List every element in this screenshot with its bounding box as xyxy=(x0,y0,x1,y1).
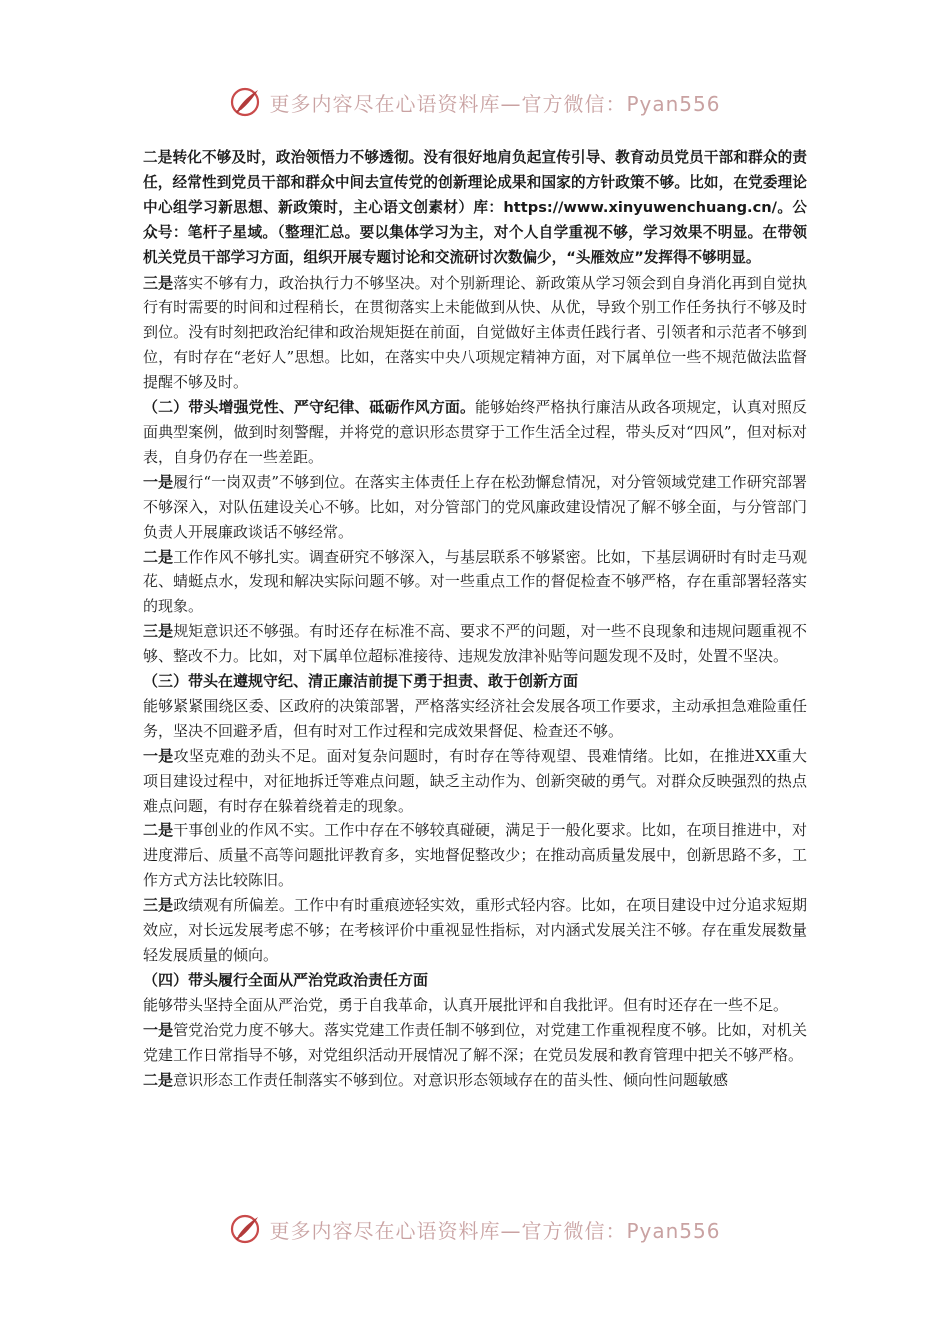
paragraph-text: 能够带头坚持全面从严治党，勇于自我革命，认真开展批评和自我批评。但有时还存在一些不足。 xyxy=(143,995,789,1014)
paragraph-text: 履行“一岗双责”不够到位。在落实主体责任上存在松劲懈怠情况，对分管领域党建工作研究部署不够深入，对队伍建设关心不够。比如，对分管部门的党风廉政建设情况了解不够全面，与分管部门负责人开展廉政谈话不够经常。 xyxy=(143,472,807,541)
paragraph-lead: 一是 xyxy=(143,472,174,491)
section-heading xyxy=(143,968,807,993)
paragraph-text: 二是转化不够及时，政治领悟力不够透彻。没有很好地肩负起宣传引导、教育动员党员干部和群众的责任，经常性到党员干部和群众中间去宣传党的创新理论成果和国家的方针政策不够。比如，在党委理论中心组学习新思想、新政策时，主心语文创素材）库：https://www.xinyuwenchuang.cn/。公众号：笔杆子星域。（整理汇总。要以集体学习为主，对个人自学重视不够，学习效果不明显。在带领机关党员干部学习方面，组织开展专题讨论和交流研讨次数偏少，“头雁效应”发挥得不够明显。 xyxy=(143,149,807,266)
watermark-text: 更多内容尽在心语资料库—官方微信：Pyan556 xyxy=(269,91,721,116)
footer-watermark-banner xyxy=(0,1209,950,1249)
body-paragraph xyxy=(143,1018,807,1068)
paragraph-text: 工作作风不够扎实。调查研究不够深入，与基层联系不够紧密。比如，下基层调研时有时走马观花、蜻蜓点水，发现和解决实际问题不够。对一些重点工作的督促检查不够严格，存在重部署轻落实的现象。 xyxy=(143,547,807,616)
paragraph-lead: 一是 xyxy=(143,746,174,765)
paragraph-text: 能够紧紧围绕区委、区政府的决策部署，严格落实经济社会发展各项工作要求，主动承担急难险重任务，坚决不回避矛盾，但有时对工作过程和完成效果督促、检查还不够。 xyxy=(143,696,807,740)
paragraph-lead: 三是 xyxy=(143,273,174,292)
paragraph-lead: 二是 xyxy=(143,1070,174,1089)
body-paragraph xyxy=(143,545,807,620)
quill-logo-icon xyxy=(229,85,263,119)
body-paragraph xyxy=(143,619,807,669)
paragraph-text: 攻坚克难的劲头不足。面对复杂问题时，有时存在等待观望、畏难情绪。比如，在推进XX重大项目建设过程中，对征地拆迁等难点问题，缺乏主动作为、创新突破的勇气。对群众反映强烈的热点难点问题，有时存在躲着绕着走的现象。 xyxy=(143,746,807,815)
paragraph-text: 落实不够有力，政治执行力不够坚决。对个别新理论、新政策从学习领会到自身消化再到自觉执行有时需要的时间和过程稍长，在贯彻落实上未能做到从快、从优，导致个别工作任务执行不够及时到位。没有时刻把政治纪律和政治规矩挺在前面，自觉做好主体责任践行者、引领者和示范者不够到位，有时存在“老好人”思想。比如，在落实中央八项规定精神方面，对下属单位一些不规范做法监督提醒不够及时。 xyxy=(143,273,807,392)
body-paragraph xyxy=(143,395,807,470)
paragraph-lead: 三是 xyxy=(143,622,174,641)
body-paragraph xyxy=(143,694,807,744)
paragraph-lead: （二）带头增强党性、严守纪律、砥砺作风方面。 xyxy=(143,398,476,417)
watermark-text: 更多内容尽在心语资料库—官方微信：Pyan556 xyxy=(269,1218,721,1243)
body-paragraph xyxy=(143,818,807,893)
body-paragraph xyxy=(143,271,807,396)
document-body xyxy=(143,146,807,1092)
paragraph-text: 政绩观有所偏差。工作中有时重痕迹轻实效，重形式轻内容。比如，在项目建设中过分追求短期效应，对长远发展考虑不够；在考核评价中重视显性指标，对内涵式发展关注不够。存在重发展数量轻发展质量的倾向。 xyxy=(143,896,807,964)
paragraph-text: 能够始终严格执行廉洁从政各项规定，认真对照反面典型案例，做到时刻警醒，并将党的意识形态贯穿于工作生活全过程，带头反对“四风”，但对标对表，自身仍存在一些差距。 xyxy=(143,398,807,466)
paragraph-lead: 一是 xyxy=(143,1020,174,1039)
section-heading xyxy=(143,669,807,694)
body-paragraph xyxy=(143,993,807,1018)
paragraph-lead: 二是 xyxy=(143,547,174,566)
body-paragraph xyxy=(143,146,807,271)
paragraph-text: 意识形态工作责任制落实不够到位。对意识形态领域存在的苗头性、倾向性问题敏感 xyxy=(173,1070,729,1089)
body-paragraph xyxy=(143,893,807,968)
paragraph-lead: 三是 xyxy=(143,896,174,915)
header-watermark-banner xyxy=(0,82,950,122)
body-paragraph xyxy=(143,744,807,819)
body-paragraph xyxy=(143,470,807,545)
paragraph-text: 干事创业的作风不实。工作中存在不够较真碰硬，满足于一般化要求。比如，在项目推进中，对进度滞后、质量不高等问题批评教育多，实地督促整改少；在推动高质量发展中，创新思路不多，工作方式方法比较陈旧。 xyxy=(143,821,807,890)
paragraph-text: 规矩意识还不够强。有时还存在标准不高、要求不严的问题，对一些不良现象和违规问题重视不够、整改不力。比如，对下属单位超标准接待、违规发放津补贴等问题发现不及时，处置不坚决。 xyxy=(143,622,807,666)
quill-logo-icon xyxy=(229,1212,263,1246)
body-paragraph xyxy=(143,1068,807,1093)
paragraph-lead: 二是 xyxy=(143,821,174,840)
paragraph-text: 管党治党力度不够大。落实党建工作责任制不够到位，对党建工作重视程度不够。比如，对机关党建工作日常指导不够，对党组织活动开展情况了解不深；在党员发展和教育管理中把关不够严格。 xyxy=(143,1020,807,1064)
paragraph-text: （四）带头履行全面从严治党政治责任方面 xyxy=(143,970,429,989)
paragraph-text: （三）带头在遵规守纪、清正廉洁前提下勇于担责、敢于创新方面 xyxy=(143,672,579,691)
